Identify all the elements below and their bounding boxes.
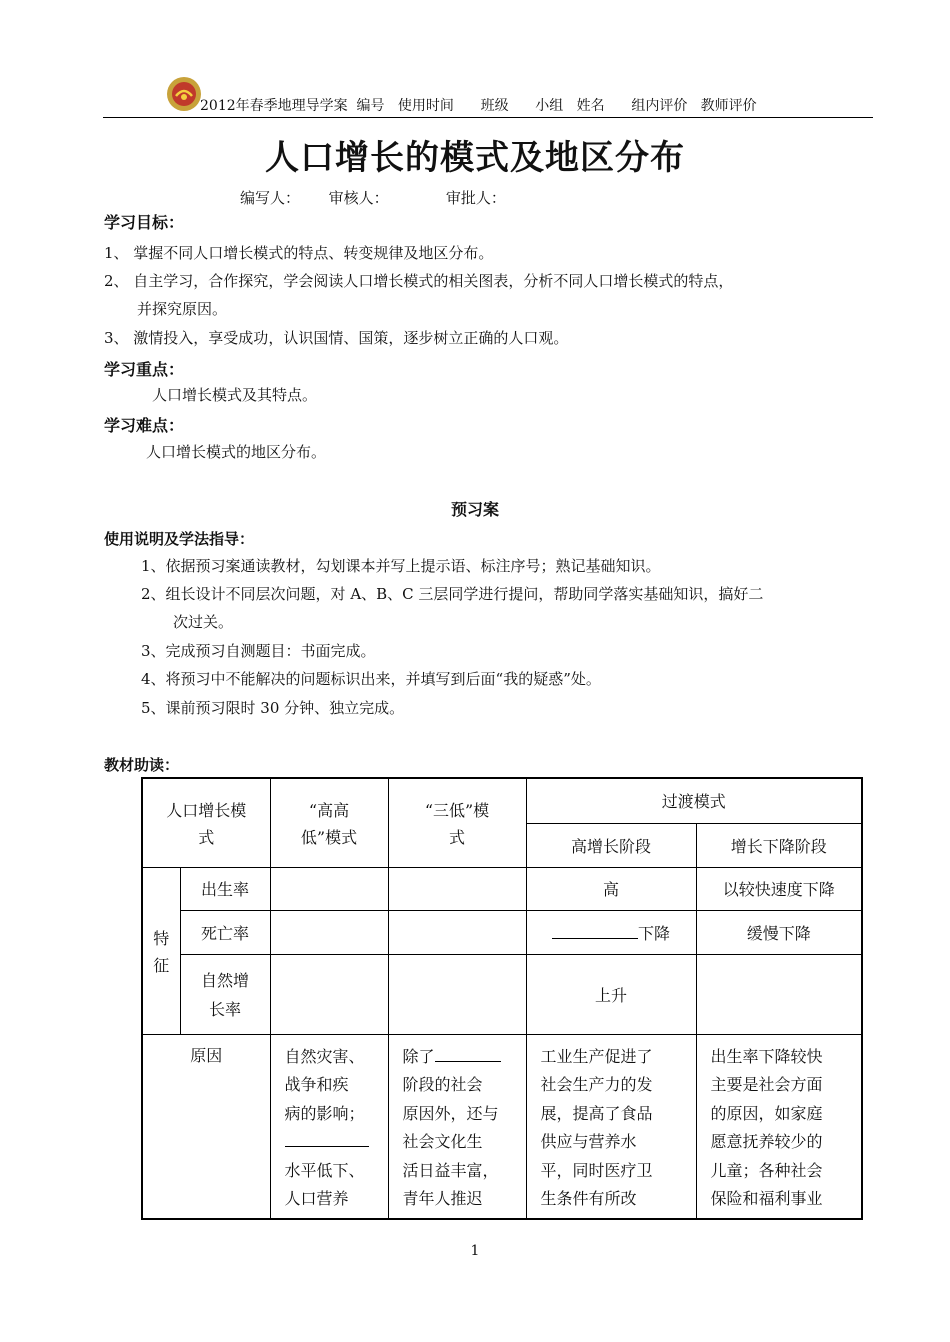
header-transition: 过渡模式 bbox=[526, 778, 862, 823]
fill-blank[interactable] bbox=[285, 1132, 369, 1147]
cell-empty bbox=[388, 910, 526, 954]
fill-blank[interactable] bbox=[552, 924, 638, 939]
cell-empty bbox=[270, 867, 388, 910]
preview-heading: 预习案 bbox=[450, 500, 499, 519]
objectives-heading: 学习目标： bbox=[104, 213, 185, 232]
cell-empty bbox=[388, 867, 526, 910]
header-three-low-model: “三低”模 式 bbox=[388, 778, 526, 867]
difficulty-text: 人口增长模式的地区分布。 bbox=[146, 443, 327, 461]
objective-item-cont: 并探究原因。 bbox=[137, 300, 228, 318]
cell-empty bbox=[270, 954, 388, 1034]
natural-growth-value: 上升 bbox=[526, 954, 696, 1034]
cell-empty bbox=[270, 910, 388, 954]
reason-decline-stage: 出生率下降较快 主要是社会方面 的原因，如家庭 愿意抚养较少的 儿童；各种社会 保险和福利事业 bbox=[696, 1034, 862, 1219]
guide-item: 3、完成预习自测题目：书面完成。 bbox=[141, 642, 376, 660]
death-decline-value: 缓慢下降 bbox=[696, 910, 862, 954]
row-natural-growth: 自然增 长率 bbox=[180, 954, 270, 1034]
authors-line: 编写人： 审核人： 审批人： bbox=[240, 189, 506, 207]
row-death-rate: 死亡率 bbox=[180, 910, 270, 954]
guide-item-cont: 次过关。 bbox=[173, 613, 234, 631]
header-divider bbox=[103, 117, 873, 118]
header-model: 人口增长模 式 bbox=[142, 778, 270, 867]
guide-item: 1、依据预习案通读教材，勾划课本并写上提示语、标注序号；熟记基础知识。 bbox=[141, 557, 661, 575]
page-number: 1 bbox=[470, 1243, 480, 1259]
key-points-text: 人口增长模式及其特点。 bbox=[152, 386, 318, 404]
death-growth-value: 下降 bbox=[526, 910, 696, 954]
header-info-line: 2012年春季地理导学案 编号 使用时间 班级 小组 姓名 组内评价 教师评价 bbox=[200, 98, 757, 114]
school-logo bbox=[166, 76, 202, 112]
fill-blank[interactable] bbox=[435, 1047, 501, 1062]
guide-heading: 使用说明及学法指导： bbox=[104, 530, 255, 548]
birth-growth-value: 高 bbox=[526, 867, 696, 910]
feature-label: 特 征 bbox=[142, 867, 180, 1034]
header-decline-stage: 增长下降阶段 bbox=[696, 823, 862, 867]
objective-item: 2、 自主学习，合作探究，学会阅读人口增长模式的相关图表，分析不同人口增长模式的特点， bbox=[104, 272, 734, 290]
birth-decline-value: 以较快速度下降 bbox=[696, 867, 862, 910]
guide-item: 5、课前预习限时 30 分钟、独立完成。 bbox=[141, 699, 405, 717]
row-birth-rate: 出生率 bbox=[180, 867, 270, 910]
objective-item: 1、 掌握不同人口增长模式的特点、转变规律及地区分布。 bbox=[104, 244, 494, 262]
cell-empty bbox=[696, 954, 862, 1034]
key-points-heading: 学习重点： bbox=[104, 360, 185, 379]
guide-item: 4、将预习中不能解决的问题标识出来，并填写到后面“我的疑惑”处。 bbox=[141, 670, 601, 688]
difficulty-heading: 学习难点： bbox=[104, 416, 185, 435]
header-growth-stage: 高增长阶段 bbox=[526, 823, 696, 867]
guide-item: 2、组长设计不同层次问题，对 A、B、C 三层同学进行提问，帮助同学落实基础知识，搞好二 bbox=[141, 585, 764, 603]
header-high-model: “高高 低”模式 bbox=[270, 778, 388, 867]
objective-item: 3、 激情投入，享受成功，认识国情、国策，逐步树立正确的人口观。 bbox=[104, 329, 569, 347]
population-model-table bbox=[141, 777, 863, 1220]
row-reason: 原因 bbox=[142, 1034, 270, 1219]
reason-growth-stage: 工业生产促进了 社会生产力的发 展，提高了食品 供应与营养水 平，同时医疗卫 生条件有所改 bbox=[526, 1034, 696, 1219]
reason-three-low-model: 除了 阶段的社会 原因外，还与 社会文化生 活日益丰富， 青年人推迟 bbox=[388, 1034, 526, 1219]
page-title: 人口增长的模式及地区分布 bbox=[265, 138, 685, 178]
reason-high-model: 自然灾害、 战争和疾 病的影响； 水平低下、 人口营养 bbox=[270, 1034, 388, 1219]
cell-empty bbox=[388, 954, 526, 1034]
reading-heading: 教材助读： bbox=[104, 756, 180, 774]
